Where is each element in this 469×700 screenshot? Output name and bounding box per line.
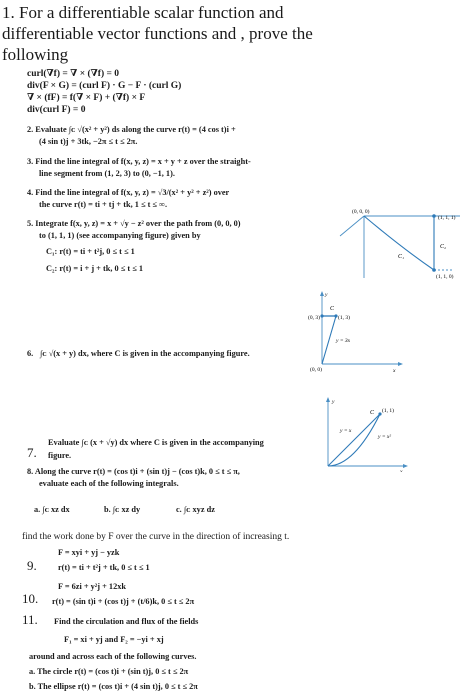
q2-line1: 2. Evaluate ∫ᴄ √(x² + y²) ds along the curve r(t) = (4 cos t)i + [27,125,236,134]
q7-figure [318,394,408,472]
q5-line2: to (1, 1, 1) (see accompanying figure) given by [39,231,201,240]
q7-line1: Evaluate ∫ᴄ (x + √y) dx where C is given in the accompanying [48,438,264,447]
q3-line1: 3. Find the line integral of f(x, y, z) = x + y + z over the straight- [27,157,251,166]
q6-label-origin: (0, 0) [310,367,322,372]
q8-part-a: a. ∫ᴄ xz dx [34,505,70,514]
q3-line2: line segment from (1, 2, 3) to (0, −1, 1). [39,169,175,178]
q1-identity-2: div(F × G) = (curl F) · G − F · (curl G) [27,81,182,91]
q6-label-top: (0, 3) [308,315,320,321]
q10-field: F = 6zi + y²j + 12xk [58,582,126,591]
q5-x-axis [340,216,364,236]
q6-point-top [320,314,323,317]
q6-y-arrow [320,291,324,296]
q6-label-y: y [325,292,328,298]
q11-fields: F₁ = xi + yj and F₂ = −yi + xj [64,635,164,644]
q7-label-y: y [332,399,335,405]
q7-line [328,414,380,466]
q5-label-c1: C₁ [398,254,405,260]
q9-number: 9. [27,558,37,573]
q7-label-curve: C [370,410,375,416]
q1-title-line1: 1. For a differentiable scalar function and [2,3,284,22]
q6-label-curve: C [330,306,335,312]
q5-label-end: (1, 1, 1) [438,215,456,221]
q9-field: F = xyi + yj − yzk [58,548,120,557]
q6-label-x: x [393,368,396,372]
q9-curve: r(t) = ti + t²j + tk, 0 ≤ t ≤ 1 [58,563,150,572]
q7-label-line: y = x [340,428,352,434]
q11-number: 11. [22,612,38,627]
q6-label-line: y = 3x [336,338,351,344]
q5-figure [322,208,468,284]
q5-label-c2: C₂ [440,244,447,250]
q10-curve: r(t) = (sin t)i + (cos t)j + (t/6)k, 0 ≤ t ≤ 2π [52,597,195,606]
q5-label-origin: (0, 0, 0) [352,209,370,215]
q1-identity-4: div(curl F) = 0 [27,105,86,115]
q6-figure [300,288,404,372]
q5-line1: 5. Integrate f(x, y, z) = x + √y − z² over the path from (0, 0, 0) [27,219,241,228]
q6-text: ∫ᴄ √(x + y) dx, where C is given in the accompanying figure. [40,349,250,358]
q5-point-end [432,214,436,218]
q1-title-line3: following [2,45,69,64]
q11-line2: around and across each of the following curves. [29,652,197,661]
q8-part-c: c. ∫ᴄ xyz dz [176,505,215,514]
q7-x-arrow [403,464,408,468]
q7-label-point: (1, 1) [382,408,394,414]
q10-number: 10. [22,591,39,606]
q2-line2: (4 sin t)j + 3tk, −2π ≤ t ≤ 2π. [39,137,138,146]
work-instruction: find the work done by F over the curve in the direction of increasing t. [22,532,290,542]
q6-label-right: (1, 3) [338,315,350,321]
q5-point-corner [432,268,436,272]
q6-x-arrow [398,362,403,366]
q1-identity-1: curl(∇f) = ∇ × (∇f) = 0 [27,69,120,79]
q7-line2: figure. [48,451,72,460]
q7-number: 7. [27,445,37,460]
q7-label-x: x [400,469,403,472]
q5-label-corner: (1, 1, 0) [436,274,454,280]
q7-y-arrow [326,397,330,402]
q1-identity-3: ∇ × (fF) = f(∇ × F) + (∇f) × F [27,93,146,103]
q6-number: 6. [27,349,34,358]
q5-path-c1: C₁: r(t) = ti + t²j, 0 ≤ t ≤ 1 [46,247,135,256]
q8-part-b: b. ∫ᴄ xz dy [104,505,141,514]
q8-line2: evaluate each of the following integrals. [39,479,179,488]
q5-curve-c1 [364,216,434,270]
q5-path-c2: C₂: r(t) = i + j + tk, 0 ≤ t ≤ 1 [46,264,143,273]
q1-title-line2: differentiable vector functions and , prove the [2,24,313,43]
q6-line [322,316,336,364]
q7-label-parabola: y = x² [378,434,391,440]
q8-line1: 8. Along the curve r(t) = (cos t)i + (sin t)j − (cos t)k, 0 ≤ t ≤ π, [27,467,240,476]
q11-part-b: b. The ellipse r(t) = (cos t)i + (4 sin t)j, 0 ≤ t ≤ 2π [29,682,198,691]
q4-line2: the curve r(t) = ti + tj + tk, 1 ≤ t ≤ ∞. [39,200,168,209]
q11-part-a: a. The circle r(t) = (cos t)i + (sin t)j, 0 ≤ t ≤ 2π [29,667,189,676]
q11-line1: Find the circulation and flux of the fields [54,617,199,626]
q4-line1: 4. Find the line integral of f(x, y, z) = √3/(x² + y² + z²) over [27,188,230,197]
